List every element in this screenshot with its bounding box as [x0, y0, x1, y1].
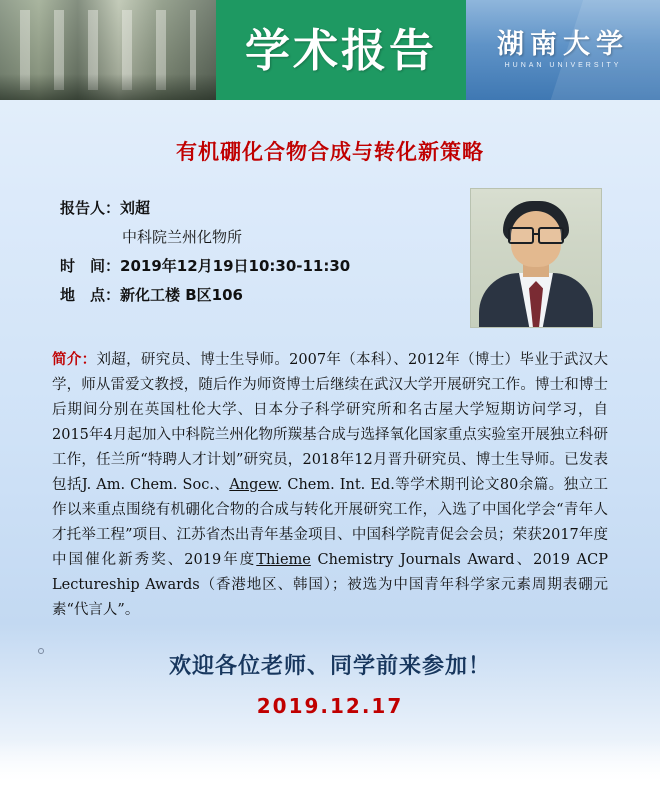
bio-text-part-2: . Chem. Int. Ed.等学术期刊论文80余篇。独立工作以来重点围绕有机硼化合物的合成与转化开展研究工作，入选了中国化学会“青年人才托举工程”项目、江苏省杰出青年基金项目、中国科学院青促会会员；荣获2017年度中国催化新秀奖、2019年度 — [52, 477, 608, 568]
info-line-time — [60, 252, 480, 281]
banner-title-block — [216, 0, 466, 100]
info-label-speaker: 报告人： — [60, 199, 121, 217]
banner-title: 学术报告 — [244, 23, 437, 77]
talk-title: 有机硼化合物合成与转化新策略 — [176, 140, 484, 164]
bio-text-part-3: Chemistry Journals Award、2019 ACP Lectureship Awards（香港地区、韩国）；被选为中国青年科学家元素周期表硼元素“代言人”。 — [52, 552, 608, 618]
speaker-bio — [52, 348, 608, 623]
university-name-en: HUNAN UNIVERSITY — [504, 62, 622, 69]
info-value-location: 新化工楼 B区106 — [120, 286, 243, 304]
university-logo — [466, 0, 660, 100]
info-label-time: 时 间： — [60, 257, 121, 275]
info-value-time: 2019年12月19日10:30-11:30 — [120, 257, 351, 275]
bio-underlined-thieme: Thieme — [256, 552, 311, 568]
bio-text-part-1: 刘超，研究员、博士生导师。2007年（本科）、2012年（博士）毕业于武汉大学，师从雷爱文教授，随后作为师资博士后继续在武汉大学开展研究工作。博士和博士后期间分别在英国杜伦大学、日本分子科学研究所和名古屋大学短期访问学习，自2015年4月起加入中科院兰州化物所羰基合成与选择氧化国家重点实验室开展独立科研工作，任兰所“特聘人才计划”研究员，2018年12月晋升研究员、博士生导师。已发表包括J. Am. Chem. Soc.、 — [52, 352, 608, 493]
campus-photo — [0, 0, 216, 100]
info-value-speaker: 刘超 — [120, 199, 151, 217]
bio-underlined-angew: Angew — [229, 477, 278, 493]
poster-header — [0, 0, 660, 100]
talk-info-row — [0, 194, 660, 334]
glasses-icon — [508, 227, 564, 241]
talk-info-list — [60, 194, 480, 310]
welcome-message: 欢迎各位老师、同学前来参加！ — [168, 654, 491, 679]
speaker-portrait — [470, 188, 602, 328]
info-line-location — [60, 281, 480, 310]
poster-date: 2019.12.17 — [256, 694, 404, 718]
info-label-location: 地 点： — [60, 286, 121, 304]
info-value-affiliation: 中科院兰州化物所 — [122, 228, 243, 246]
bottom-fade — [0, 740, 660, 800]
stray-dot-mark — [38, 648, 44, 654]
info-line-speaker — [60, 194, 480, 223]
university-name-cn: 湖南大学 — [497, 29, 629, 60]
poster-body — [0, 136, 660, 718]
bio-lead-label: 简介： — [52, 352, 97, 368]
info-line-affiliation — [60, 223, 480, 252]
